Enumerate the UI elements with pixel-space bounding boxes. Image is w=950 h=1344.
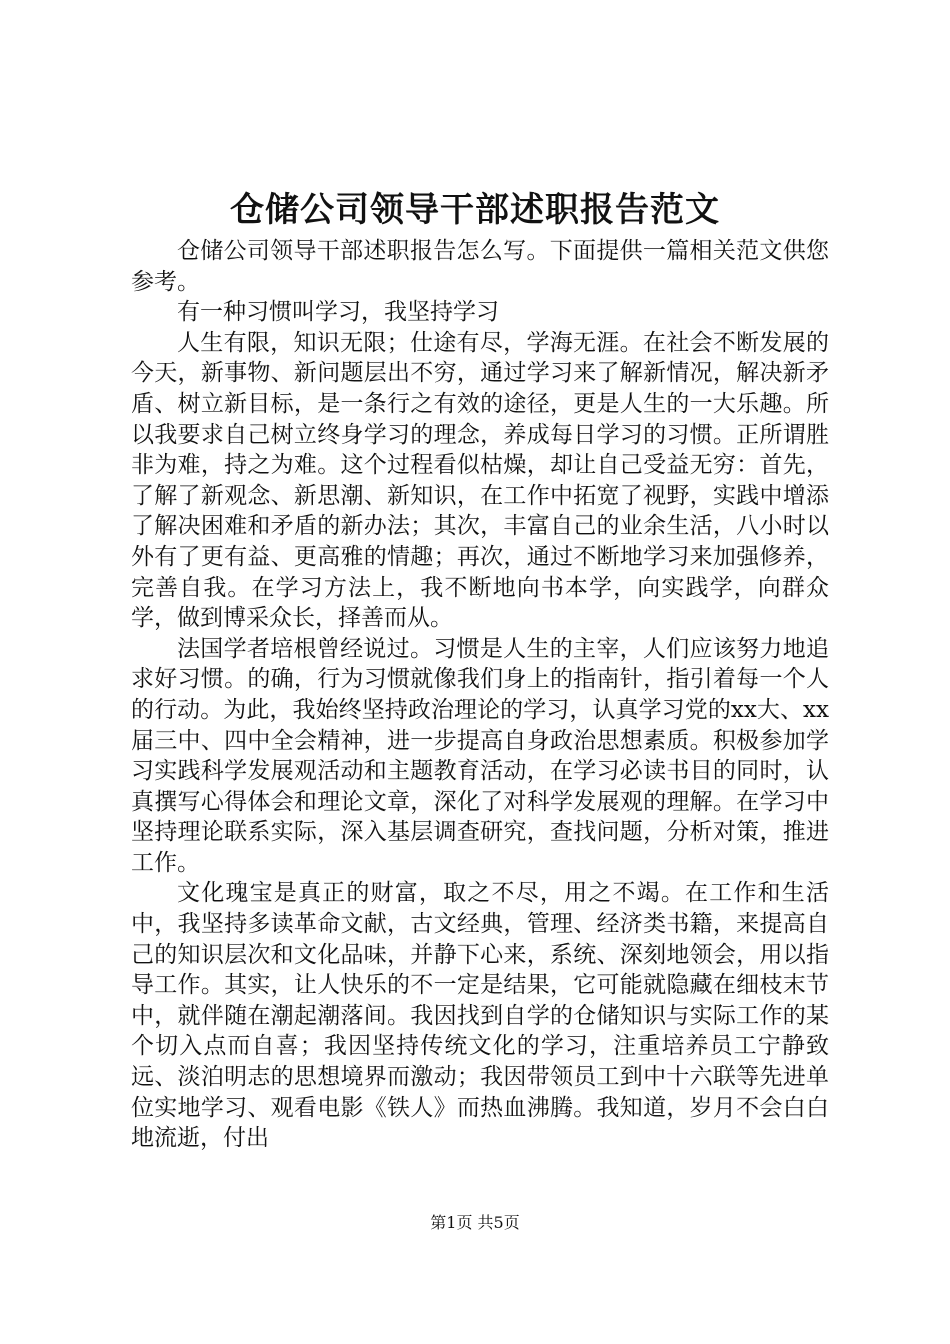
document-title: 仓储公司领导干部述职报告范文 [230, 190, 720, 230]
paragraph-culture: 文化瑰宝是真正的财富，取之不尽，用之不竭。在工作和生活中，我坚持多读革命文献，古文经典，管理、经济类书籍，来提高自己的知识层次和文化品味，并静下心来，系统、深刻地领会，用以指导工作。其实，让人快乐的不一定是结果，它可能就隐藏在细枝末节中，就伴随在潮起潮落间。我因找到自学的仓储知识与实际工作的某个切入点而自喜；我因坚持传统文化的学习，注重培养员工宁静致远、淡泊明志的思想境界而激动；我因带领员工到中十六联等先进单位实地学习、观看电影《铁人》而热血沸腾。我知道，岁月不会白白地流逝，付出 [131, 880, 829, 1152]
page-indicator: 第1页 共5页 [430, 1213, 520, 1232]
paragraph-heading: 有一种习惯叫学习，我坚持学习 [177, 299, 499, 326]
paragraph-intro: 仓储公司领导干部述职报告怎么写。下面提供一篇相关范文供您参考。 [131, 238, 829, 295]
paragraph-habit: 法国学者培根曾经说过。习惯是人生的主宰，人们应该努力地追求好习惯。的确，行为习惯就像我们身上的指南针，指引着每一个人的行动。为此，我始终坚持政治理论的学习，认真学习党的xx大、xx届三中、四中全会精神，进一步提高自身政治思想素质。积极参加学习实践科学发展观活动和主题教育活动，在学习必读书目的同时，认真撰写心得体会和理论文章，深化了对科学发展观的理解。在学习中坚持理论联系实际，深入基层调查研究，查找问题，分析对策，推进工作。 [131, 635, 829, 876]
document-body [131, 236, 829, 1154]
paragraph-learning: 人生有限，知识无限；仕途有尽，学海无涯。在社会不断发展的今天，新事物、新问题层出不穷，通过学习来了解新情况，解决新矛盾、树立新目标，是一条行之有效的途径，更是人生的一大乐趣。所以我要求自己树立终身学习的理念，养成每日学习的习惯。正所谓胜非为难，持之为难。这个过程看似枯燥，却让自己受益无穷：首先，了解了新观念、新思潮、新知识，在工作中拓宽了视野，实践中增添了解决困难和矛盾的新办法；其次，丰富自己的业余生活，八小时以外有了更有益、更高雅的情趣；再次，通过不断地学习来加强修养，完善自我。在学习方法上，我不断地向书本学，向实践学，向群众学，做到博采众长，择善而从。 [131, 329, 829, 632]
